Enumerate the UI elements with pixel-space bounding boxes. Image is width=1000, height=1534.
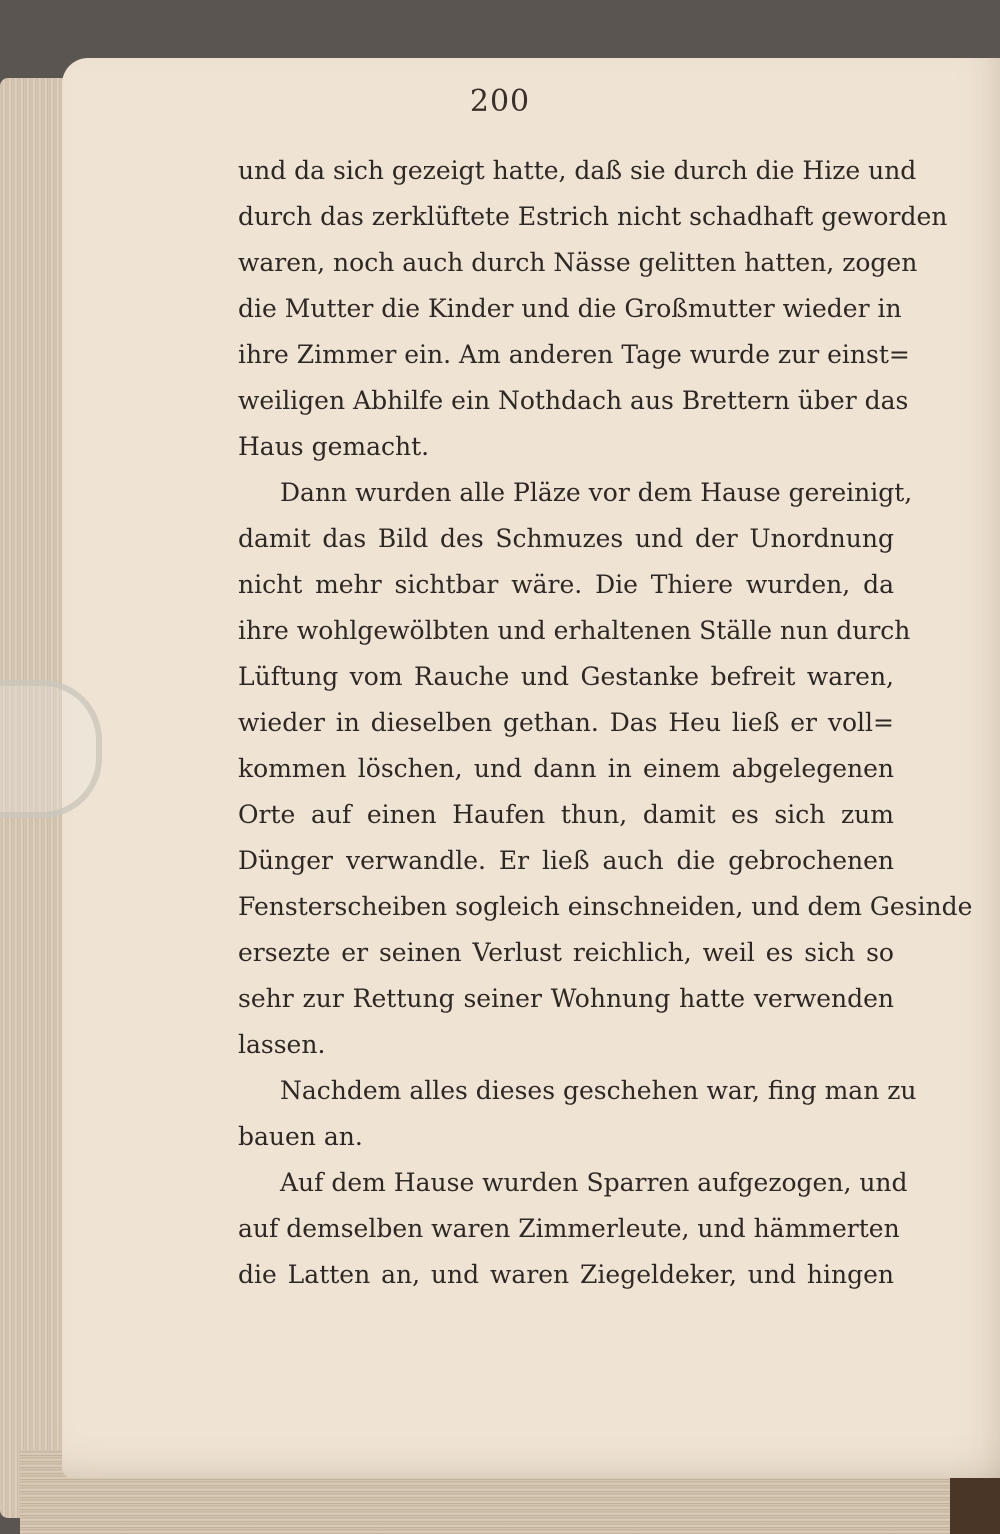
text-line: bauen an. (238, 1122, 363, 1151)
text-line: die Mutter die Kinder und die Großmutter wieder in (238, 294, 902, 323)
text-line: sehr zur Rettung seiner Wohnung hatte verwenden (238, 984, 894, 1013)
text-line: lassen. (238, 1030, 326, 1059)
text-line: Dünger verwandle. Er ließ auch die gebrochenen (238, 846, 894, 875)
text-line: auf demselben waren Zimmerleute, und hämmerten (238, 1214, 900, 1243)
text-line: Fensterscheiben sogleich einschneiden, und dem Gesinde (238, 892, 973, 921)
page-clip (0, 680, 102, 818)
text-line: Nachdem alles dieses geschehen war, fing man zu (280, 1076, 917, 1105)
page-number: 200 (469, 84, 531, 119)
text-line: damit das Bild des Schmuzes und der Unordnung (238, 524, 894, 553)
body-text (238, 148, 973, 1298)
text-line: Haus gemacht. (238, 432, 430, 461)
text-line: weiligen Abhilfe ein Nothdach aus Brettern über das (238, 386, 909, 415)
text-line: Auf dem Hause wurden Sparren aufgezogen, und (280, 1168, 908, 1197)
text-line: die Latten an, und waren Ziegeldeker, und hingen (238, 1260, 894, 1289)
text-line: ihre Zimmer ein. Am anderen Tage wurde zur einst= (238, 340, 910, 369)
text-line: Orte auf einen Haufen thun, damit es sich zum (238, 800, 894, 829)
text-line: wieder in dieselben gethan. Das Heu ließ er voll= (238, 708, 894, 737)
text-line: Dann wurden alle Pläze vor dem Hause gereinigt, (280, 478, 913, 507)
text-line: durch das zerklüftete Estrich nicht schadhaft geworden (238, 202, 948, 231)
text-line: waren, noch auch durch Nässe gelitten hatten, zogen (238, 248, 918, 277)
text-line: Lüftung vom Rauche und Gestanke befreit waren, (238, 662, 894, 691)
text-line: kommen löschen, und dann in einem abgelegenen (238, 754, 894, 783)
text-line: nicht mehr sichtbar wäre. Die Thiere wurden, da (238, 570, 894, 599)
text-line: ersezte er seinen Verlust reichlich, weil es sich so (238, 938, 894, 967)
text-line: und da sich gezeigt hatte, daß sie durch die Hize und (238, 156, 917, 185)
text-line: ihre wohlgewölbten und erhaltenen Ställe nun durch (238, 616, 911, 645)
